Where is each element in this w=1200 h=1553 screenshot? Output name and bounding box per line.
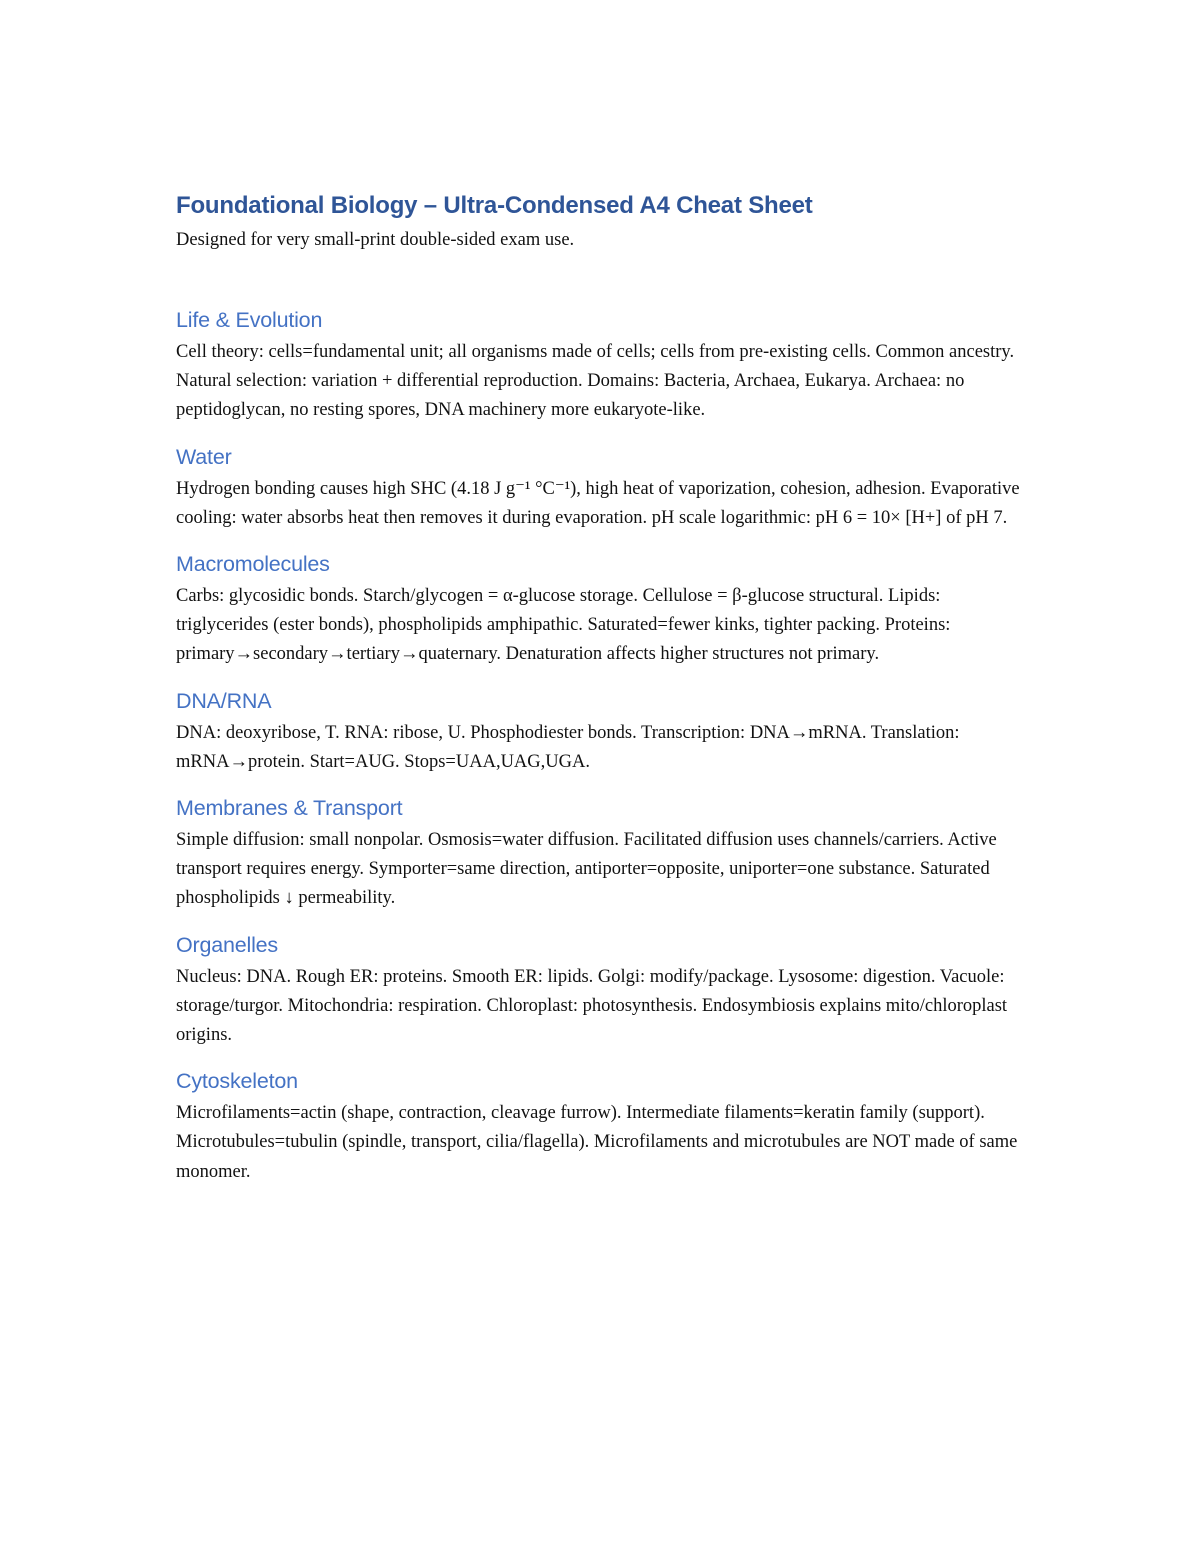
section-body: Cell theory: cells=fundamental unit; all organisms made of cells; cells from pre-existing cells. Common ancestry. Natural selection: variation + differential reproduction. Domains: Bacteria, Archaea, Eukarya. Archaea: no peptidoglycan, no resting spores, DNA machinery more eukaryote-like. — [176, 342, 1015, 421]
section-heading: Cytoskeleton — [176, 1069, 298, 1094]
section-dna-rna — [176, 687, 1036, 777]
section-membranes-transport — [176, 794, 1036, 914]
section-water — [176, 443, 1036, 533]
section-heading: Water — [176, 444, 232, 469]
section-body: DNA: deoxyribose, T. RNA: ribose, U. Phosphodiester bonds. Transcription: DNA→mRNA. Translation: mRNA→protein. Start=AUG. Stops=UAA,UAG,UGA. — [176, 722, 960, 772]
section-heading: Macromolecules — [176, 552, 330, 577]
section-body: Microfilaments=actin (shape, contraction, cleavage furrow). Intermediate filaments=keratin family (support). Microtubules=tubulin (spindle, transport, cilia/flagella). Microfilaments and microtubules are NOT made of same monomer. — [176, 1103, 1018, 1182]
section-heading: Life & Evolution — [176, 308, 323, 332]
section-body: Simple diffusion: small nonpolar. Osmosis=water diffusion. Facilitated diffusion uses channels/carriers. Active transport requires energy. Symporter=same direction, antiporter=opposite, uniporter=one substance. Saturated phospholipids ↓ permeability. — [176, 830, 997, 909]
document-title: Foundational Biology – Ultra-Condensed A4 Cheat Sheet — [176, 192, 813, 219]
document-content — [176, 192, 1036, 1187]
section-macromolecules — [176, 550, 1036, 670]
section-heading: Organelles — [176, 932, 278, 957]
section-organelles — [176, 931, 1036, 1051]
section-body: Hydrogen bonding causes high SHC (4.18 J g⁻¹ °C⁻¹), high heat of vaporization, cohesion, adhesion. Evaporative cooling: water absorbs heat then removes it during evaporation. pH scale logarithmic: pH 6 = 10× [H+] of pH 7. — [176, 478, 1020, 528]
section-heading: DNA/RNA — [176, 688, 272, 713]
section-body: Nucleus: DNA. Rough ER: proteins. Smooth ER: lipids. Golgi: modify/package. Lysosome: digestion. Vacuole: storage/turgor. Mitochondria: respiration. Chloroplast: photosynthesis. Endosymbiosis explains mito/chloroplast origins. — [176, 966, 1008, 1046]
document-subtitle: Designed for very small-print double-sided exam use. — [176, 230, 575, 250]
section-cytoskeleton — [176, 1067, 1036, 1187]
section-body: Carbs: glycosidic bonds. Starch/glycogen = α-glucose storage. Cellulose = β-glucose structural. Lipids: triglycerides (ester bonds), phospholipids amphipathic. Saturated=fewer kinks, tighter packing. Proteins: primary→secondary→tertiary→quaternary. Denaturation affects higher structures not primary. — [176, 586, 951, 665]
section-heading: Membranes & Transport — [176, 796, 403, 821]
section-life-evolution — [176, 306, 1036, 426]
